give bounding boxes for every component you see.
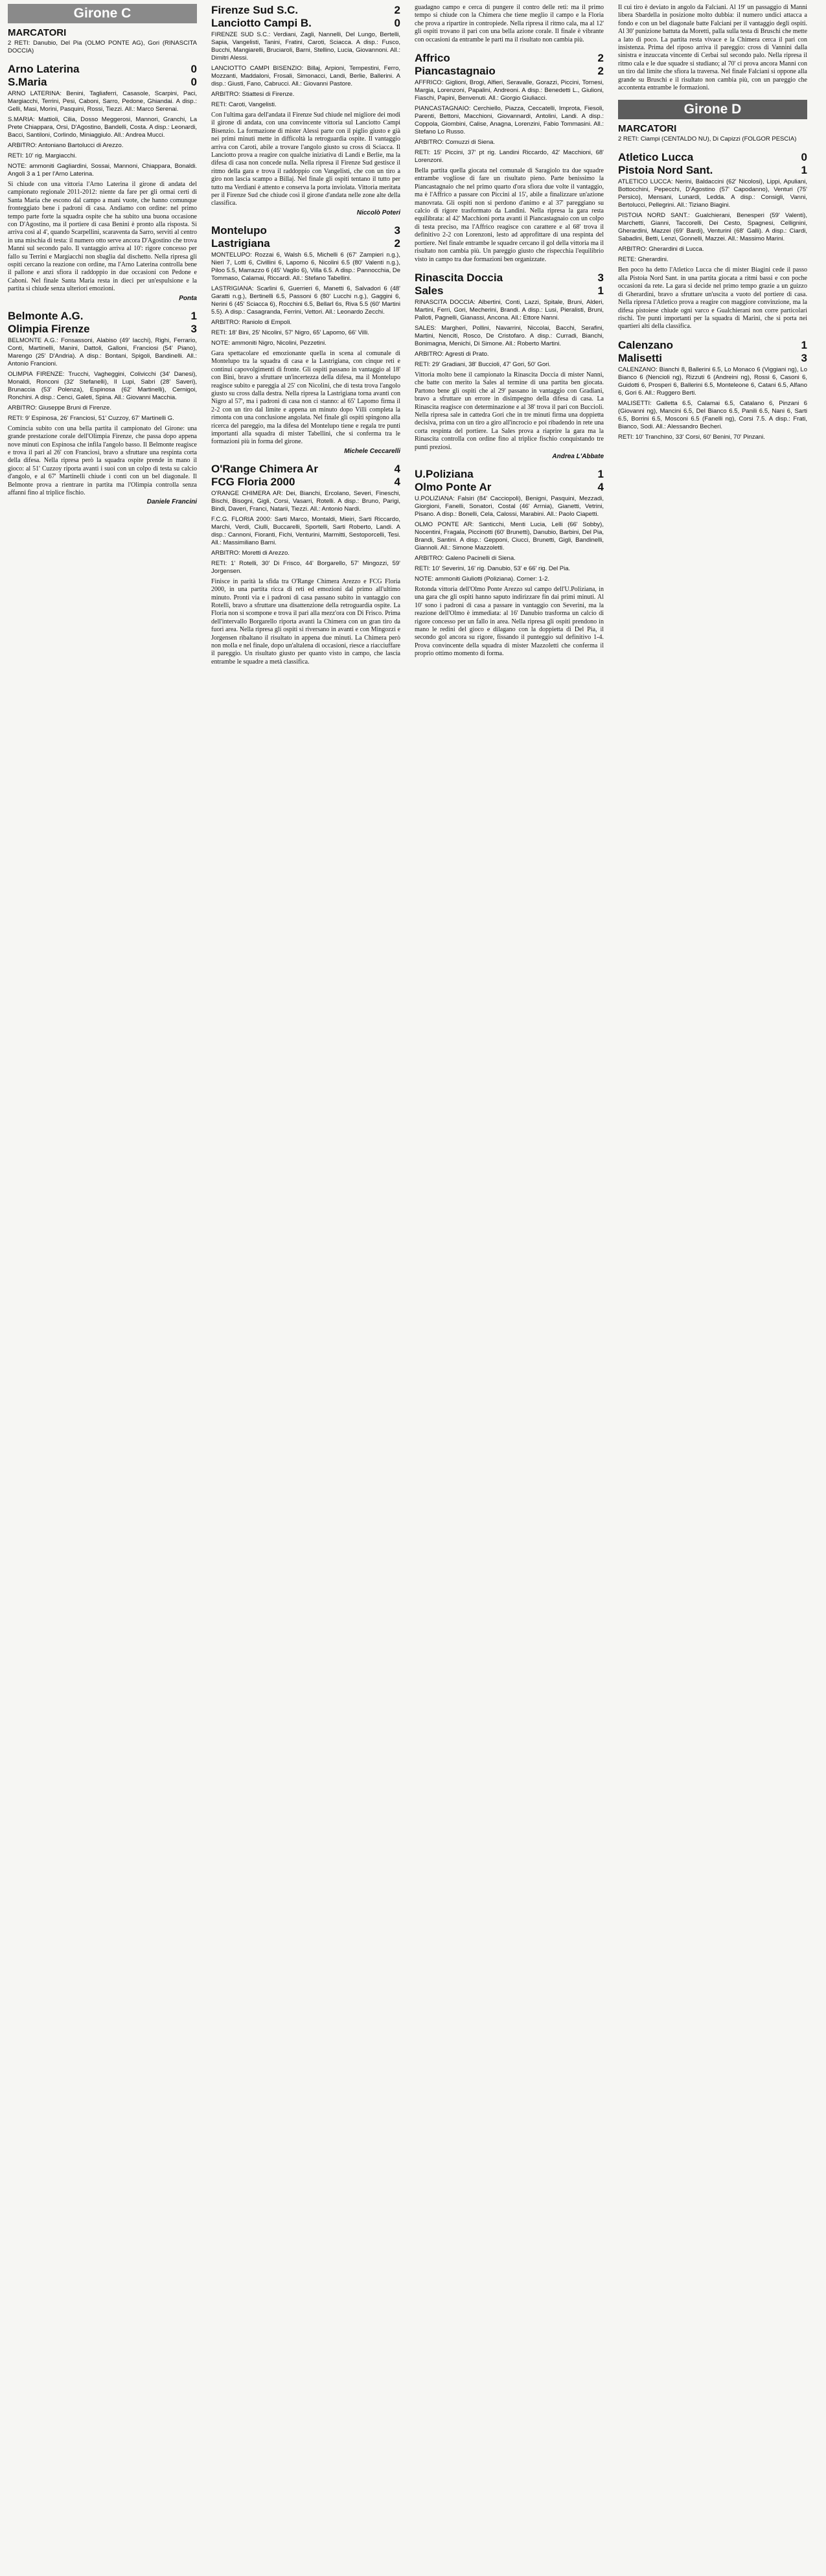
marcatori-block: [8, 27, 197, 55]
report-body: Si chiude con una vittoria l'Arno Laterina il girone di andata del campionato regionale 2011-2012: niente da fare per gli ormai certi di Santa Maria che escono dal campo a mani vuote, che hanno comunque fronteggiato bene i padroni di casa. Andiamo con ordine: nel primo tempo parte forte la squadra ospite che ha subito una buona occasione con D'Agostino, ma il portiere di casa Benini è pronto alla risposta. Si arriva così al 4', quando Scarpellini, scaraventa da Sarro, serviti al centro in una mischia di testa: il numero otto serve ancora D'Agostino che trova Manni sul secondo palo. Il vantaggio arriva al 10': rigore concesso per fallo su Terrini e Margiacchi non sbaglia dal dischetto. Nella ripresa gli ospiti cercano la reazione con ordine, ma l'Arno Laterina controlla bene il pallone e anzi sfiora il raddoppio in due occasioni con Pedone e Caboni. Nel finale Santa Maria resta in dieci per un'espulsione e la partita si chiude senza ulteriori emozioni.: [8, 181, 197, 293]
away-team-row: [415, 65, 604, 78]
report-signature: Daniele Francini: [146, 498, 197, 506]
lineup-away: PIANCASTAGNAIO: Cerchiello, Piazza, Ceccatelli, Improta, Fiesoli, Parenti, Bettoni, Macchioni, Giovannardi, Antolini, Landi. A disp.: Coppola, Giombini, Calise, Anagna, Lorenzini, Fabio Tommasini. All.: Stefano Lo Russo.: [415, 105, 604, 136]
referee: ARBITRO: Gherardini di Lucca.: [618, 246, 704, 253]
lineup-away: S.MARIA: Mattioli, Cilia, Dosso Meggerosi, Mannori, Granchi, La Prete Chiappara, Orsi, D'Agostino, Bandelli, Costa. A disp.: Leonardi, Bacci, Santiloni, Corlindo, Miniaggiulo. All.: Andrea Mucci.: [8, 116, 197, 139]
home-team-name: Firenze Sud S.C.: [211, 4, 299, 16]
home-team-name: Arno Laterina: [8, 63, 80, 75]
report-body: guadagno campo e cerca di pungere il contro delle reti: ma il primo tempo si chiude con la Chimera che tiene meglio il campo e la Floria che prova a ripartire in contropiede. Nella ripresa il ritmo cala, ma al 12' gli ospiti trovano il pari con una bella azione corale. Il finale è vibrante con occasioni da entrambe le parti ma il risultato non cambia più.: [415, 4, 604, 43]
away-team-name: Olimpia Firenze: [8, 322, 90, 335]
home-team-name: O'Range Chimera Ar: [211, 462, 318, 475]
away-team-row: [618, 164, 807, 177]
referee: ARBITRO: Galeno Pacinelli di Siena.: [415, 554, 516, 562]
away-team-row: [618, 352, 807, 365]
goals: RETE: Gherardini.: [618, 256, 669, 264]
goals: RETI: 9' Espinosa, 26' Franciosi, 51' Cuzzoy, 67' Martinelli G.: [8, 414, 174, 422]
lineup-away: PISTOIA NORD SANT.: Gualchierani, Benesperi (59' Valenti), Marchetti, Gianni, Taccorelli, Dei Cesto, Spagnesi, Cellignini, Gherardini, Mazzei (69' Bardi), Venturini (68' Galli). A disp.: Ciardi, Sabadini, Betti, Lenzi, Gonnelli, Mazzei. All.: Massimo Marini.: [618, 212, 807, 243]
goals: RETI: 10' rig. Margiacchi.: [8, 152, 77, 159]
match-report: [211, 224, 400, 455]
home-team-name: Belmonte A.G.: [8, 309, 84, 322]
match-report: [415, 468, 604, 658]
home-team-row: [618, 339, 807, 352]
lineup-home: RINASCITA DOCCIA: Albertini, Conti, Lazzi, Spitale, Bruni, Alderi, Martini, Ferri, Gori, Mecherini, Brandi. A disp.: Lusi, Pieralisti, Bruni, Palloti, Pagnelli, Gianassi, Ancona. All.: Ettore Nanni.: [415, 298, 604, 321]
lineup-away: OLMO PONTE AR: Santicchi, Menti Lucia, Lelli (66' Sobby), Nocentini, Fragala, Piccinotti (60' Brunetti), Danubio, Barbini, Del Pia, Brandi, Santini. A disp.: Gepponi, Ciucci, Brunetti, Gigli, Bandinelli, Giannoli. All.: Simone Mazzoletti.: [415, 520, 604, 551]
away-team-name: Pistoia Nord Sant.: [618, 164, 713, 177]
home-team-row: [211, 463, 400, 476]
home-team-row: [415, 272, 604, 284]
away-team-score: 3: [190, 322, 197, 335]
column-3: [412, 0, 606, 2576]
match-report: [618, 151, 807, 331]
lineup-away: OLIMPIA FIRENZE: Trucchi, Vagheggini, Colivicchi (34' Danesi), Monaldi, Ronconi (32' Stefanelli), Il Lupi, Sabri (28' Saveri), Brunaccia (53' Polenza), Espinosa (62' Martinelli), Cernigoi, Ronchini. A disp.: Cenci, Galeti, Spina. All.: Giovanni Macchia.: [8, 370, 197, 401]
section-banner-girone-c: Girone C: [8, 4, 197, 23]
marcatori-list: 2 RETI: Danubio, Del Pia (OLMO PONTE AG), Gori (RINASCITA DOCCIA): [8, 40, 197, 54]
away-team-row: [211, 237, 400, 250]
home-team-name: Affrico: [415, 52, 450, 65]
home-team-score: 1: [801, 338, 807, 351]
report-continuation: [618, 4, 807, 92]
notes: NOTE: ammoniti Gagliardini, Sossai, Mannoni, Chiappara, Bonaldi. Angoli 3 a 1 per l'Arno Laterina.: [8, 163, 197, 178]
report-body: Bella partita quella giocata nel comunale di Saragiolo tra due squadre entrambe vogliose di fare un risultato pieno. Parte benissimo la Piancastagnaio che nel primo quarto d'ora sfiora due volte il vantaggio, ma è l'Affrico a passare con Piccini al 15', abile a finalizzare un'azione manovrata. Gli ospiti non si perdono d'animo e al 37' pareggiano su calcio di rigore trasformato da Landini. Nella ripresa la gara resta equilibrata: al 42' Macchioni porta avanti il Piancastagnaio con un colpo di testa preciso, ma l'Affrico reagisce con carattere e al 68' trova il definitivo 2-2 con Lorenzoni, lesto ad approfittare di una respinta del portiere. Nel finale entrambe le squadre cercano il gol della vittoria ma il risultato non cambia più. Un pareggio giusto che rispecchia l'equilibrio visto in campo tra due formazioni ben organizzate.: [415, 167, 604, 263]
column-4: [615, 0, 810, 2576]
home-team-row: [8, 310, 197, 323]
marcatori-header: [8, 27, 197, 38]
away-team-score: 4: [597, 480, 604, 493]
report-body: Finisce in parità la sfida tra O'Range Chimera Arezzo e FCG Floria 2000, in una partita ricca di reti ed emozioni dal primo all'ultimo minuto. Pronti via e i padroni di casa passano subito in vantaggio con Rotelli, bravo a sfruttare una disattenzione della retroguardia ospite. La Floria non si scompone e trova il pari alla mezz'ora con Di Frisco. Prima dell'intervallo Borgarello riporta avanti la Chimera con un gran tiro da fuori area. Nella ripresa gli ospiti si riversano in avanti e con Mingozzi e Jorgensen ribaltano il risultato in appena due minuti. La Chimera però non molla e nel finale, dopo un'altalena di occasioni, riesce a riacciuffare il pareggio. Un risultato giusto per quanto visto in campo, che lascia entrambe le squadre a metà classifica.: [211, 577, 400, 666]
away-team-score: 1: [801, 164, 807, 177]
report-body: Vittoria molto bene il campionato la Rinascita Doccia di mister Nanni, che batte con merito la Sales al termine di una partita ben giocata. Partono bene gli ospiti che al 29' passano in vantaggio con Gradiani, bravo a sfruttare un errore in disimpegno della difesa di casa. La Rinascita reagisce con determinazione e al 38' trova il pari con Buccioli. Nella ripresa sale in cattedra Gori che in tre minuti firma una doppietta decisiva, prima con un tiro a giro all'incrocio e poi ribadendo in rete una corta respinta del portiere. La Sales prova a riaprire la gara ma la Rinascita controlla con ordine fino al triplice fischio conquistando tre punti preziosi.: [415, 371, 604, 451]
report-continuation: [415, 4, 604, 44]
away-team-row: [8, 323, 197, 336]
home-team-name: Calenzano: [618, 338, 674, 351]
home-team-score: 1: [597, 467, 604, 480]
goals: RETI: 1' Rotelli, 30' Di Frisco, 44' Borgarello, 57' Mingozzi, 59' Jorgensen.: [211, 559, 400, 575]
match-report: [8, 63, 197, 302]
home-team-row: [211, 224, 400, 237]
home-team-score: 2: [394, 4, 400, 16]
section-banner-girone-d: Girone D: [618, 100, 807, 119]
marcatori-label: MARCATORI: [618, 123, 677, 135]
referee: ARBITRO: Moretti di Arezzo.: [211, 549, 290, 557]
report-body: Il cui tiro è deviato in angolo da Falciani. Al 19' un passaggio di Manni libera Sbardella in posizione molto dubbia: il numero undici attacca a fondo e con un bel diagonale batte Falciani per il vantaggio degli ospiti. Al 30' punizione battuta da Moretti, palla sulla testa di Bruschi che mette a lato di poco. La partita resta vivace e la Chimera cerca il pari con insistenza. Prima del riposo arriva il pareggio: cross di Vannini dalla sinistra e inzuccata vincente di Cerbai sul secondo palo. Nella ripresa il ritmo cala e le due squadre si studiano; al 70' ci prova ancora Manni con un tiro dal limite che sfiora la traversa. Nel finale Falciani si oppone alla grande su Bruschi e il risultato non cambia più, con un pareggio che accontenta entrambe le formazioni.: [618, 4, 808, 92]
away-team-name: FCG Floria 2000: [211, 475, 295, 488]
away-team-score: 2: [394, 237, 400, 249]
home-team-score: 0: [190, 63, 197, 75]
report-signature: Niccolò Poteri: [356, 209, 400, 216]
match-report: [211, 463, 400, 666]
away-team-row: [415, 481, 604, 494]
home-team-row: [415, 52, 604, 65]
away-team-name: Olmo Ponte Ar: [415, 480, 492, 493]
home-team-score: 3: [597, 271, 604, 284]
lineup-home: O'RANGE CHIMERA AR: Dei, Bianchi, Ercolano, Severi, Fineschi, Bischi, Bisogni, Gigli, Corsi, Vasarri, Rotelli. A disp.: Bruno, Parigi, Bindi, Daveri, Franci, Natarii, Tiezzi. All.: Antonio Nardi.: [211, 489, 400, 513]
report-signature: Michele Ceccarelli: [344, 447, 400, 455]
match-report: [415, 272, 604, 460]
marcatori-block: [618, 123, 807, 143]
home-team-row: [211, 4, 400, 17]
home-team-row: [8, 63, 197, 76]
away-team-row: [211, 476, 400, 489]
notes: NOTE: ammoniti Giuliotti (Poliziana). Corner: 1-2.: [415, 575, 550, 583]
report-body: Rotonda vittoria dell'Olmo Ponte Arezzo sul campo dell'U.Poliziana, in una gara che gli ospiti hanno saputo indirizzare fin dai primi minuti. Al 10' sono i padroni di casa a passare in vantaggio con Severini, ma la reazione dell'Olmo è immediata: al 16' Danubio trasforma un calcio di rigore concesso per un fallo in area. Nella ripresa gli ospiti prendono in mano le redini del gioco e dilagano con la doppietta di Del Pia, il secondo gol ancora su rigore, fissando il punteggio sul definitivo 1-4. Prova convincente della squadra di mister Mazzoletti che conferma il proprio ottimo momento di forma.: [415, 585, 604, 658]
away-team-name: Piancastagnaio: [415, 65, 496, 78]
away-team-name: S.Maria: [8, 76, 47, 88]
referee: ARBITRO: Giuseppe Bruni di Firenze.: [8, 404, 111, 412]
match-report: [211, 4, 400, 216]
goals: RETI: Caroti, Vangelisti.: [211, 101, 277, 108]
match-report: [415, 52, 604, 264]
home-team-name: Rinascita Doccia: [415, 271, 503, 284]
away-team-score: 1: [597, 284, 604, 297]
lineup-home: ARNO LATERINA: Benini, Tagliaferri, Casasole, Scarpini, Paci, Margiacchi, Terrini, Pesi, Caboni, Sarro, Pedone, Ghiandai. A disp.: Gelli, Masi, Morini, Pasquini, Rossi, Tiezzi. All.: Marco Serenai.: [8, 90, 197, 113]
lineup-home: BELMONTE A.G.: Fonsassoni, Alabiso (49' Iacchi), Righi, Ferrario, Conti, Martinelli, Manini, Dattoli, Galloni, Franciosi (54' Piano), Marengo (25' D'Andria). A disp.: Bontani, Spigoli, Bandinelli. All.: Antonio Francioni.: [8, 336, 197, 367]
report-body: Comincia subito con una bella partita il campionato del Girone: una grande prestazione corale dell'Olimpia Firenze, che passa dopo appena nove minuti con Espinosa che infila l'angolo basso. Il Belmonte reagisce e trova il pari al 26' con Franciosi, bravo a sfruttare una respinta corta della difesa. Nella ripresa però la squadra ospite prende in mano il gioco: al 51' Cuzzoy riporta avanti i suoi con un colpo di testa su calcio d'angolo, e al 67' Martinelli chiude i conti con un bel diagonale. Il Belmonte prova a rientrare in partita ma l'Olimpia controlla senza affanni fino al triplice fischio.: [8, 424, 197, 496]
report-body: Ben poco ha detto l'Atletico Lucca che di mister Biagini cede il passo alla Pistoia Nord Sant. in una partita giocata a ritmi bassi e con poche occasioni da rete. La gara si decide nel primo tempo grazie a un guizzo di Gherardini, bravo a sfruttare un'uscita a vuoto del portiere di casa. Nella ripresa l'Atletico prova a reagire con maggiore convinzione, ma la difesa pistoiese chiude ogni varco e Gualchierani non corre particolari rischi. Tre punti importanti per la squadra di Marini, che si porta nei quartieri alti della classifica.: [618, 266, 807, 331]
away-team-name: Malisetti: [618, 351, 663, 364]
goals: RETI: 18' Bini, 25' Nicolini, 57' Nigro, 65' Lapomo, 66' Villi.: [211, 329, 369, 336]
referee: ARBITRO: Antoniano Bartolucci di Arezzo.: [8, 142, 124, 149]
home-team-score: 4: [394, 462, 400, 475]
lineup-home: ATLETICO LUCCA: Nerini, Baldaccini (62' Nicolosi), Lippi, Apuliani, Bottocchini, Pepecchi, D'Agostino (57' Capodanno), Venturi (75' Persico), Mensani, Lunardi, Ledda. A disp.: Consigli, Vanni, Bertolucci, Pellegrini. All.: Tiziano Biagini.: [618, 178, 807, 209]
lineup-home: AFFRICO: Giglioni, Brogi, Alfieri, Seravalle, Gorazzi, Piccini, Tornesi, Margia, Lorenzoni, Papalini, Andreoni. A disp.: Benedetti L., Giulioni, Fiaschi, Papini, Benvenuti. All.: Giorgio Giuliacci.: [415, 79, 604, 102]
column-1: [5, 0, 200, 2576]
away-team-name: Lastrigiana: [211, 237, 270, 249]
report-signature: Andrea L'Abbate: [552, 452, 604, 460]
away-team-score: 0: [190, 76, 197, 88]
referee: ARBITRO: Raniolo di Empoli.: [211, 318, 292, 326]
marcatori-header: [618, 123, 807, 134]
notes: NOTE: ammoniti Nigro, Nicolini, Pezzetini.: [211, 339, 327, 347]
referee: ARBITRO: Agresti di Prato.: [415, 350, 489, 358]
home-team-score: 3: [394, 224, 400, 237]
away-team-name: Lanciotto Campi B.: [211, 17, 312, 29]
lineup-home: U.POLIZIANA: Falsiri (84' Cacciopoli), Benigni, Pasquini, Mezzadi, Giorgioni, Fanelli, Sonatori, Costal (46' Arrnia), Gianetti, Vetrini, Pisano. A disp.: Bonelli, Cela, Calossi, Marabini. All.: Paolo Ciapetti.: [415, 494, 604, 518]
away-team-score: 3: [801, 351, 807, 364]
match-report: [618, 339, 807, 441]
away-team-row: [8, 76, 197, 89]
home-team-score: 1: [190, 309, 197, 322]
goals: RETI: 10' Tranchino, 33' Corsi, 60' Benini, 70' Pinzani.: [618, 433, 765, 441]
lineup-away: F.C.G. FLORIA 2000: Sarti Marco, Montaldi, Mieiri, Sarti Riccardo, Marchi, Verdi, Ciulli, Buccarelli, Sportelli, Sarti Roberto, Landi. A disp.: Cannoni, Fioranti, Fichi, Venturini, Marmitti, Sestoporcelli, Tesi. All.: Massimiliano Barni.: [211, 515, 400, 546]
home-team-name: U.Poliziana: [415, 467, 474, 480]
lineup-away: MALISETTI: Galletta 6.5, Calamai 6.5, Catalano 6, Pinzani 6 (Giovanni ng), Mancini 6.5, Del Bianco 6.5, Panili 6.5, Nani 6, Sarti 6.5, Borrini 6.5, Mosconi 6.5 (Fanelli ng), Corsi 7.5. A disp.: Frati, Bianco, Sodi. All.: Alessandro Becheri.: [618, 399, 807, 430]
lineup-home: CALENZANO: Bianchi 8, Ballerini 6.5, Lo Monaco 6 (Viggiani ng), Lo Bianco 6 (Nencioli ng), Rizzuti 6 (Andreini ng), Rossi 6, Casoni 6, Guidotti 6, Prosperi 6, Ballerini 6.5, Monteleone 6, Catani 6.5, Alfano 6, Gori 6. All.: Ruggero Berti.: [618, 366, 807, 397]
home-team-score: 2: [597, 52, 604, 65]
home-team-row: [415, 468, 604, 481]
marcatori-label: MARCATORI: [8, 27, 67, 38]
goals: RETI: 29' Gradiani, 38' Buccioli, 47' Gori, 50' Gori.: [415, 360, 551, 368]
home-team-name: Atletico Lucca: [618, 151, 694, 164]
lineup-away: SALES: Margheri, Pollini, Navarrini, Niccolai, Bacchi, Serafini, Martini, Nenciti, Rosco, De Cristofaro. A disp.: Curradi, Bianchi, Bonimagna, Menichi, Di Simone. All.: Roberto Martini.: [415, 324, 604, 347]
home-team-score: 0: [801, 151, 807, 164]
home-team-row: [618, 151, 807, 164]
marcatori-list: 2 RETI: Ciampi (CENTALDO NU), Di Capizzi (FOLGOR PESCIA): [618, 135, 797, 143]
goals: RETI: 10' Severini, 16' rig. Danubio, 53' e 66' rig. Del Pia.: [415, 564, 571, 572]
report-signature: Ponta: [179, 294, 197, 302]
referee: ARBITRO: Comuzzi di Siena.: [415, 139, 496, 146]
away-team-row: [415, 284, 604, 297]
away-team-score: 2: [597, 65, 604, 78]
lineup-home: FIRENZE SUD S.C.: Verdiani, Zagli, Nannelli, Del Lungo, Bertelli, Sapia, Vangelisti, Tanini, Fratini, Caroti, Sciacca. A disp.: Fusco, Bucchi, Mangiarelli, Bruciaroli, Barni, Stellino, Lucia, Giovannoni. All.: Dimitri Alessi.: [211, 31, 400, 62]
column-2: [209, 0, 403, 2576]
report-body: Con l'ultima gara dell'andata il Firenze Sud chiude nel migliore dei modi il girone di andata, con una convincente vittoria sul Lanciotto Campi Bisenzio. La formazione di mister Alessi parte con il piglio giusto e già nei primi minuti mette in difficoltà la retroguardia ospite. Il vantaggio arriva con Caroti, abile a trovare l'angolo giusto su cross di Sciacca. Il Lanciotto prova a reagire con qualche iniziativa di Landi e Berlie, ma la difesa di casa non concede nulla. Nella ripresa il Firenze Sud gestisce il ritmo della gara e trova il raddoppio con Vangelisti, che con un tiro a giro non lascia scampo a Billaj. Nel finale gli ospiti tentano il tutto per tutto ma Verdiani è attento e conserva la porta inviolata. Vittoria meritata per il Firenze Sud che chiude così il girone d'andata nelle zone alte della classifica.: [211, 111, 400, 207]
lineup-away: LASTRIGIANA: Scarlini 6, Guerrieri 6, Manetti 6, Salvadori 6 (48' Garatti n.g.), Bertinelli 6.5, Passoni 6 (80' Lucchi n.g.), Gaggini 6, Nerini 6 (45' Sciacca 6), Rocchini 6.5, Bellarl 6s, Riva 5.5 (60' Martini 5.5). A disp.: Casagranda, Ferrini, Vettori. All.: Leonardo Zecchi.: [211, 284, 400, 316]
lineup-away: LANCIOTTO CAMPI BISENZIO: Billaj, Arpioni, Tempestini, Ferro, Mozzanti, Maddaloni, Frosali, Simonacci, Landi, Berlie, Ballerini. A disp.: Giusti, Fano, Cabrucci. All.: Giovanni Pastore.: [211, 65, 400, 87]
lineup-home: MONTELUPO: Rozzai 6, Walsh 6.5, Michelli 6 (67' Zampieri n.g.), Nieri 7, Lotti 6, Civillini 6, Lapomo 6, Nicolini 6.5 (80' Valenti n.g.), Piloo 5.5, Marrazzo 6 (45' Vaglio 6), Villa 6.5. A disp.: Pannocchia, De Tommaso, Calamai, Riccardi. All.: Stefano Tabellini.: [211, 251, 400, 282]
report-body: Gara spettacolare ed emozionante quella in scena al comunale di Montelupo tra la squadra di casa e la Lastrigiana, con cinque reti e continui capovolgimenti di fronte. Gli ospiti passano in vantaggio al 18' con Bini, bravo a sfruttare un'incertezza della difesa, ma il Montelupo reagisce subito e pareggia al 25' con Nicolini, che di testa trova l'angolo giusto su cross dalla destra. Nella ripresa la Lastrigiana torna avanti con Nigro al 57', ma i padroni di casa non ci stanno: al 65' Lapomo firma il 2-2 con un tiro dal limite e appena un minuto dopo Villi completa la rimonta con una conclusione angolata. Nel finale gli ospiti spingono alla ricerca del pareggio, ma la difesa del Montelupo tiene e regala tre punti importanti alla squadra di mister Tabellini, che si conferma tra le formazioni più in forma del girone.: [211, 349, 400, 446]
away-team-score: 4: [394, 475, 400, 488]
match-report: [8, 310, 197, 506]
home-team-name: Montelupo: [211, 224, 267, 237]
away-team-score: 0: [394, 17, 400, 29]
away-team-name: Sales: [415, 284, 444, 297]
referee: ARBITRO: Stiattesi di Firenze.: [211, 91, 295, 98]
away-team-row: [211, 17, 400, 30]
goals: RETI: 15' Piccini, 37' pt rig. Landini Riccardo, 42' Macchioni, 68' Lorenzoni.: [415, 149, 604, 165]
